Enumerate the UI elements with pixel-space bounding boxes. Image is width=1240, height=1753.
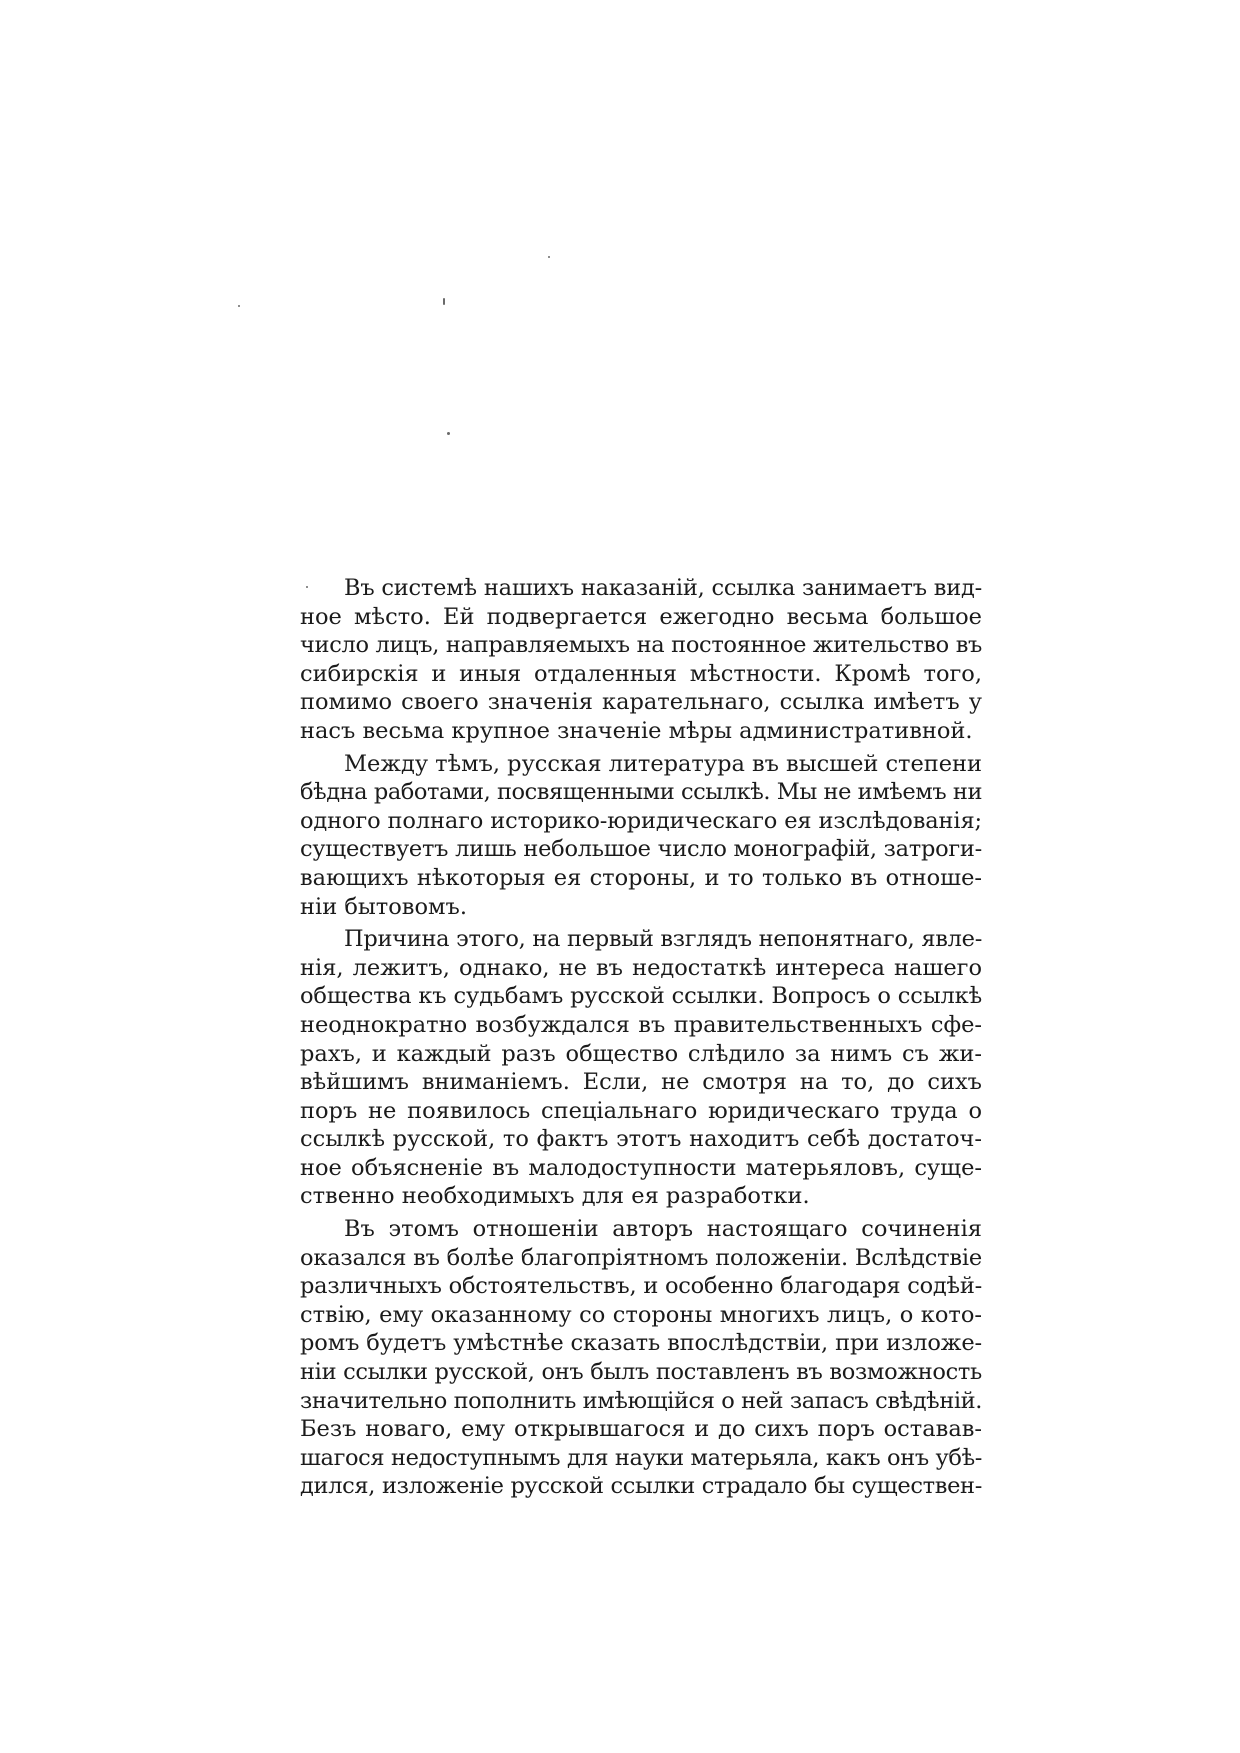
text-line: одного полнаго историко-юридическаго ея изслѣдованія; — [300, 807, 982, 834]
text-line: оказался въ болѣе благопріятномъ положеніи. Вслѣдствіе — [300, 1244, 983, 1271]
text-line: вающихъ нѣкоторыя ея стороны, и то только въ отноше- — [300, 864, 982, 891]
text-line: число лицъ, направляемыхъ на постоянное жительство въ — [300, 632, 983, 659]
text-line: Въ системѣ нашихъ наказаній, ссылка занимаетъ вид- — [344, 575, 983, 601]
text-line: дился, изложеніе русской ссылки страдало бы существен- — [300, 1473, 982, 1500]
text-line: нія, лежитъ, однако, не въ недостаткѣ интереса нашего — [300, 954, 982, 981]
text-line: ромъ будетъ умѣстнѣе сказать впослѣдствіи, при изложе- — [300, 1330, 982, 1357]
text-line: значительно пополнить имѣющійся о ней запасъ свѣдѣній. — [300, 1387, 983, 1414]
text-line: ніи ссылки русской, онъ былъ поставленъ въ возможность — [300, 1359, 982, 1386]
text-line: Въ этомъ отношеніи авторъ настоящаго сочиненія — [344, 1216, 982, 1243]
text-line: общества къ судьбамъ русской ссылки. Вопросъ о ссылкѣ — [300, 983, 982, 1010]
text-line: ное объясненіе въ малодоступности матерьяловъ, суще- — [300, 1154, 982, 1181]
paragraph — [300, 750, 982, 922]
text-line: ніи бытовомъ. — [300, 893, 467, 920]
text-line: ствію, ему оказанному со стороны многихъ лицъ, о кото- — [300, 1301, 982, 1328]
scan-speck — [447, 432, 450, 435]
text-line: Безъ новаго, ему открывшагося и до сихъ поръ оставав- — [300, 1416, 982, 1443]
text-line: ссылкѣ русской, то фактъ этотъ находитъ себѣ достаточ- — [300, 1126, 982, 1153]
scan-speck — [238, 305, 240, 307]
text-line: сибирскія и иныя отдаленныя мѣстности. Кромѣ того, — [300, 660, 982, 687]
scan-speck — [443, 298, 445, 305]
text-line: различныхъ обстоятельствъ, и особенно благодаря содѣй- — [300, 1273, 982, 1300]
text-line: ное мѣсто. Ей подвергается ежегодно весьма большое — [300, 603, 982, 630]
text-line: поръ не появилось спеціальнаго юридическаго труда о — [300, 1097, 982, 1124]
paragraph — [300, 1215, 982, 1501]
text-line: помимо своего значенія карательнаго, ссылка имѣетъ у — [300, 689, 982, 716]
paragraph — [300, 574, 982, 746]
text-line: Причина этого, на первый взглядъ непонятнаго, явле- — [344, 926, 983, 953]
scan-speck — [548, 256, 550, 258]
text-line: шагося недоступнымъ для науки матерьяла, какъ онъ убѣ- — [300, 1444, 982, 1471]
body-text — [300, 574, 982, 1501]
text-line: Между тѣмъ, русская литература въ высшей степени — [344, 750, 982, 777]
text-line: насъ весьма крупное значеніе мѣры административной. — [300, 717, 973, 744]
text-line: неоднократно возбуждался въ правительственныхъ сфе- — [300, 1011, 982, 1038]
text-line: рахъ, и каждый разъ общество слѣдило за нимъ съ жи- — [300, 1040, 982, 1067]
text-line: бѣдна работами, посвященными ссылкѣ. Мы не имѣемъ ни — [300, 779, 982, 806]
text-line: существуетъ лишь небольшое число монографій, затроги- — [300, 836, 982, 863]
text-line: вѣйшимъ вниманіемъ. Если, не смотря на то, до сихъ — [300, 1069, 982, 1096]
text-line: ственно необходимыхъ для ея разработки. — [300, 1183, 810, 1210]
paragraph — [300, 925, 982, 1211]
